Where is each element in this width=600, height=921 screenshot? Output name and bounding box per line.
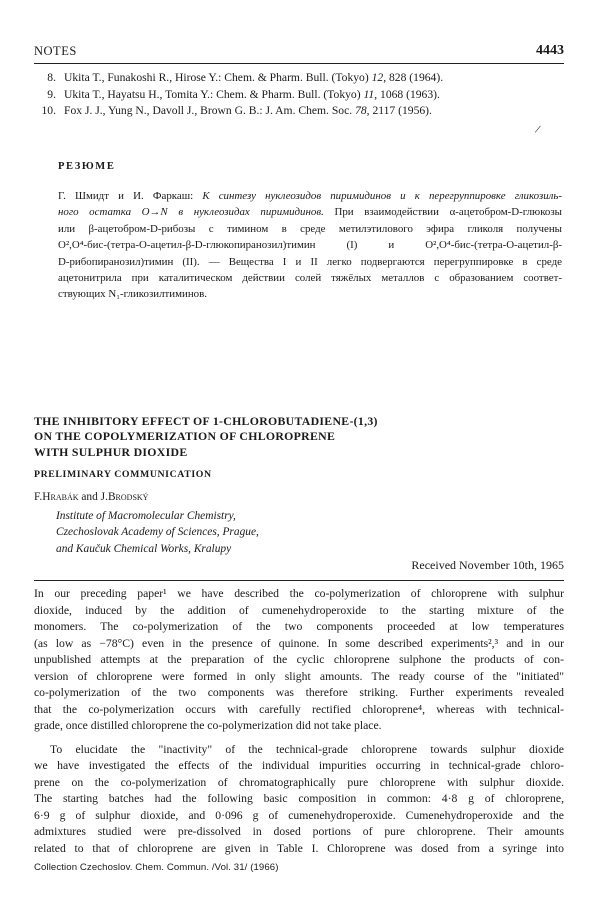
resume-title: ного остатка O→N в нуклеозидах пиримидинов.	[58, 206, 324, 219]
reference-item	[34, 70, 564, 87]
text-line: To elucidate the "inactivity" of the technical-grade chloroprene towards sulphur dioxide	[50, 742, 564, 756]
reference-number: 8.	[47, 71, 56, 84]
page-footer: Collection Czechoslov. Chem. Commun. /Vol. 31/ (1966)	[34, 862, 279, 873]
header-rule	[34, 63, 564, 64]
text-line: prene on the co-polymerization of chromatographically pure chloroprene with sulphur dioxide.	[34, 775, 564, 789]
text-line: version of chloroprene were formed in only slight amounts. The ready course of the "initiated"	[34, 669, 564, 683]
affiliation-line: Institute of Macromolecular Chemistry,	[56, 510, 236, 522]
reference-item	[34, 87, 564, 104]
paragraph	[34, 742, 564, 858]
resume-line: D-рибопиранозил)тимин (II). — Вещества I и II легко подвергаются перегруппировке в среде	[58, 255, 562, 268]
article-title	[34, 414, 378, 460]
title-line: WITH SULPHUR DIOXIDE	[34, 444, 188, 459]
author-name: Brodský	[107, 491, 149, 503]
reference-authors: Ukita T., Funakoshi R., Hirose Y.: Chem. & Pharm. Bull. (Tokyo)	[64, 71, 369, 84]
affiliation-line: and Kaučuk Chemical Works, Kralupy	[56, 542, 232, 555]
page-header	[34, 44, 564, 62]
page-number: 4443	[536, 43, 564, 58]
resume-authors: Г. Шмидт и И. Фаркаш:	[58, 190, 194, 202]
reference-volume: 78	[355, 104, 367, 117]
reference-list	[34, 70, 564, 120]
reference-number: 10.	[41, 104, 56, 117]
text-line: we have investigated the effects of the individual impurities occurring in technical-grade chloro-	[34, 759, 564, 772]
author-affiliation	[56, 508, 259, 557]
resume-abstract	[58, 188, 562, 303]
article-body	[34, 586, 564, 857]
author-name: Hrabák	[42, 491, 79, 503]
section-label: NOTES	[34, 44, 77, 58]
article-authors: F.Hrabák and J.Brodský	[34, 491, 149, 503]
text-line: unpublished attempts at the preparation of the cyclic chloroprene sulphone the products of con-	[34, 653, 564, 666]
resume-line: или β-ацетобром-D-рибозы с тимином в среде метилэтилового эфира гликоля получены	[58, 222, 562, 235]
paragraph	[34, 586, 564, 735]
text-line: related to that of chloroprene are given in Table I. Chloroprene was dosed from a syringe into	[34, 841, 564, 855]
resume-heading: РЕЗЮМЕ	[58, 161, 116, 172]
text-line: monomers. The co-polymerization of the two components proceeded at low temperatures	[34, 620, 564, 633]
title-line: ON THE COPOLYMERIZATION OF CHLOROPRENE	[34, 429, 336, 444]
resume-line: O²,O⁴-бис-(тетра-O-ацетил-β-D-глюкопиранозил)тимин (I) и O²,O⁴-бис-(тетра-O-ацетил-β-	[58, 239, 562, 252]
text-line: dioxide, induced by the addition of cumenehydroperoxide to the starting mixture of the	[34, 603, 564, 617]
reference-volume: 11	[363, 87, 375, 101]
reference-rest: , 2117 (1956).	[366, 104, 432, 117]
text-line: that the co-polymerization occurs with carefully rectified chloroprene⁴, whereas with technical-	[34, 702, 564, 716]
text-line: The starting batches had the following basic composition in common: 4·8 g of chloroprene,	[34, 792, 564, 805]
text-line: admixtures studied were pre-dissolved in dosed portions of pure chloroprene. Their amounts	[34, 825, 564, 838]
text-line: (as low as −78°C) even in the presence of quinone. In some described experiments²,³ and in our	[34, 636, 564, 650]
title-line: THE INHIBITORY EFFECT OF 1-CHLOROBUTADIENE-(1,3)	[34, 414, 378, 428]
reference-item	[34, 103, 564, 120]
reference-volume: 12	[371, 71, 384, 84]
reference-number: 9.	[47, 87, 56, 101]
affiliation-line: Czechoslovak Academy of Sciences, Prague,	[56, 526, 259, 539]
resume-line: ствующих N₁-гликозилтиминов.	[58, 288, 207, 301]
resume-title: К синтезу нуклеозидов пиримидинов и к перегруппировке гликозиль-	[202, 190, 562, 202]
margin-mark: /	[533, 121, 542, 137]
text-line: co-polymerization of the two components was therefore striking. Further experiments revealed	[34, 686, 564, 699]
reference-authors: Fox J. J., Yung N., Davoll J., Brown G. B.: J. Am. Chem. Soc.	[64, 104, 353, 117]
text-line: 6·9 g of sulphur dioxide, and 0·096 g of cumenehydroperoxide. Cumenehydroperoxide and the	[34, 808, 564, 822]
text-line: In our preceding paper¹ we have described the co-polymerization of chloroprene with sulphur	[34, 587, 564, 600]
reference-rest: , 1068 (1963).	[374, 87, 440, 101]
reference-authors: Ukita T., Hayatsu H., Tomita Y.: Chem. & Pharm. Bull. (Tokyo)	[64, 87, 361, 101]
body-rule	[34, 580, 564, 581]
resume-line: ного остатка O→N в нуклеозидах пиримидинов. При взаимодействии α-ацетобром-D-глюкозы	[58, 206, 562, 219]
text-line: grade, once distilled chloroprene the co-polymerization did not take place.	[34, 719, 382, 732]
reference-rest: , 828 (1964).	[383, 71, 444, 84]
resume-line: ацетонитрила при каталитическом действии солей тяжёлых металлов с образованием соответ-	[58, 272, 562, 285]
resume-line	[58, 188, 562, 204]
received-date: Received November 10th, 1965	[411, 558, 564, 572]
article-type: PRELIMINARY COMMUNICATION	[34, 469, 212, 480]
